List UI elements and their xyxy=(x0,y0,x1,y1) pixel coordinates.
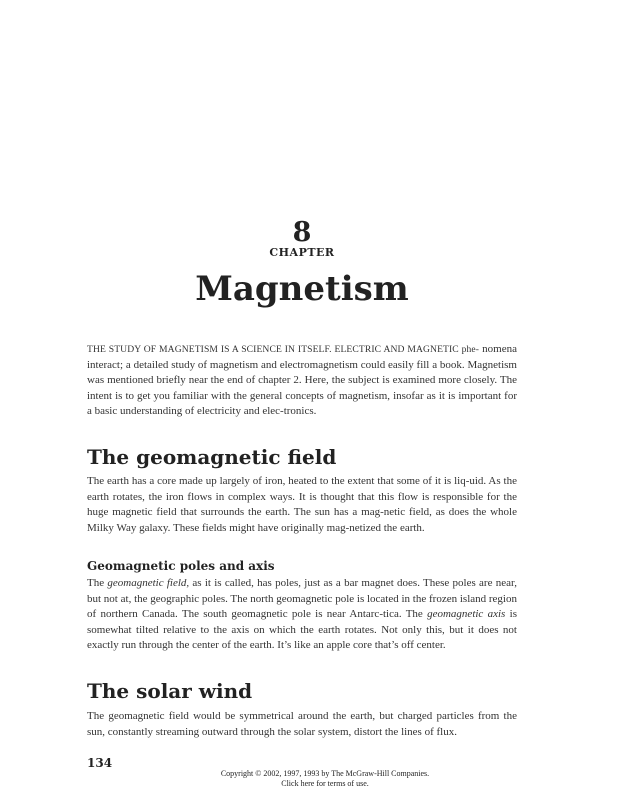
intro-text: nomena interact; a detailed study of magnetism and electromagnetism could easily fill a book. Magnetism was mentioned briefly near the end of chapter 2. Here, the subject is examined more closely. The intent is to get you familiar with the general concepts of magnetism, insofar as it is important for a basic understanding of electricity and elec-tronics. xyxy=(87,343,517,418)
term-geomagnetic-field: geomagnetic field, xyxy=(107,577,190,589)
intro-paragraph xyxy=(87,342,517,420)
geomagnetic-field-paragraph: The earth has a core made up largely of iron, heated to the extent that some of it is liq-uid. As the earth rotates, the iron flows in complex ways. It is thought that this flow is responsible for the huge magnetic field that surrounds the earth. The sun has a mag-netic field, as does the whole Milky Way galaxy. These fields might have originally mag-netized the earth. xyxy=(87,475,517,534)
footer-copyright: Copyright © 2002, 1997, 1993 by The McGraw-Hill Companies. xyxy=(220,769,430,778)
section-heading-solar-wind: The solar wind xyxy=(87,679,253,703)
poles-text-c: is somewhat tilted relative to the axis on which the earth rotates. Not only this, but it does not exactly run through the center of the earth. It’s like an apple core that’s off center. xyxy=(87,608,517,652)
solar-wind-paragraph: The geomagnetic field would be symmetrical around the earth, but charged particles from the sun, constantly streaming outward through the solar system, distort the lines of flux. xyxy=(87,710,517,738)
poles-text-a: The xyxy=(87,577,108,589)
page-number: 134 xyxy=(87,756,113,770)
footer-terms-link[interactable]: Click here for terms of use. xyxy=(281,779,369,788)
term-geomagnetic-axis: geomagnetic axis xyxy=(427,608,506,621)
chapter-title: Magnetism xyxy=(195,269,409,309)
geomagnetic-poles-paragraph xyxy=(87,576,517,654)
chapter-number: 8 xyxy=(292,217,312,248)
poles-text-b: as it is called, has poles, just as a bar magnet does. These poles are near, but not at, the geographic poles. The north geomagnetic pole is located in the frozen island region of northern Canada. The south geomagnetic pole is near Antarc-tica. The xyxy=(87,577,517,621)
intro-lead-caps: THE STUDY OF MAGNETISM IS A SCIENCE IN ITSELF. ELECTRIC AND MAGNETIC phe- xyxy=(87,344,480,355)
chapter-label: CHAPTER xyxy=(269,246,335,259)
subheading-geomagnetic-poles: Geomagnetic poles and axis xyxy=(87,559,275,573)
section-heading-geomagnetic-field: The geomagnetic field xyxy=(87,445,337,469)
